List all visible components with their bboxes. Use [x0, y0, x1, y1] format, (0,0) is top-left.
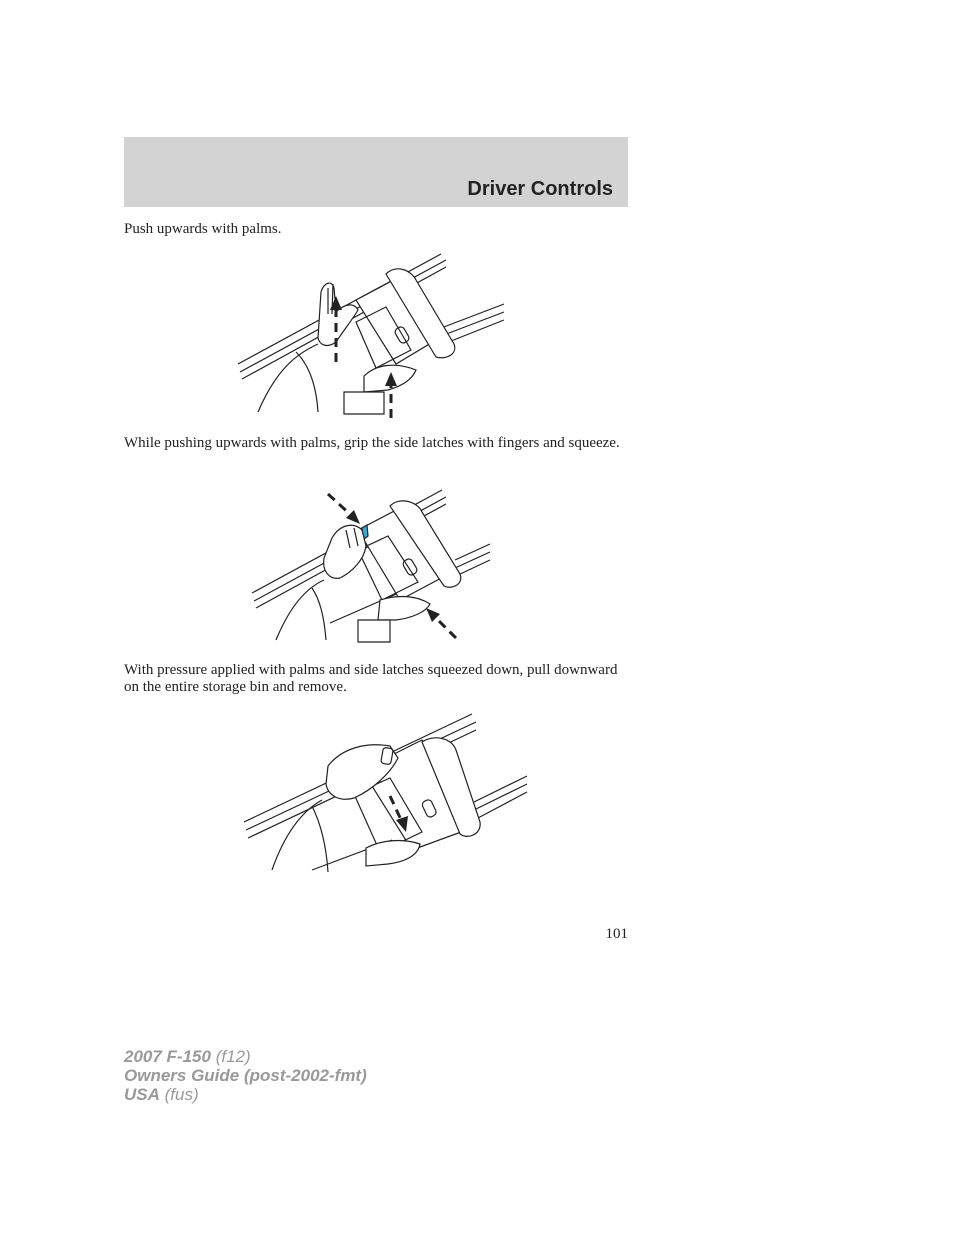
footer-line-3	[124, 1085, 367, 1104]
footer-line-1	[124, 1047, 367, 1066]
document-footer	[124, 1047, 367, 1104]
section-header-band	[124, 137, 628, 207]
figure-push-upwards	[236, 252, 506, 424]
figure-pull-downward	[242, 710, 530, 880]
page-number: 101	[605, 926, 628, 942]
footer-region: USA	[124, 1085, 160, 1104]
figure-squeeze-latches	[250, 488, 495, 646]
step-1-text: Push upwards with palms.	[124, 221, 282, 237]
footer-line-2	[124, 1066, 367, 1085]
step-2-text: While pushing upwards with palms, grip the side latches with fingers and squeeze.	[124, 435, 620, 451]
footer-model: 2007 F-150	[124, 1047, 211, 1066]
step-3-text: With pressure applied with palms and side latches squeezed down, pull downward on the entire storage bin and remove.	[124, 662, 618, 695]
footer-guide: Owners Guide (post-2002-fmt)	[124, 1066, 367, 1085]
section-title: Driver Controls	[467, 178, 613, 200]
footer-model-code: (f12)	[215, 1047, 251, 1066]
footer-region-code: (fus)	[164, 1085, 199, 1104]
